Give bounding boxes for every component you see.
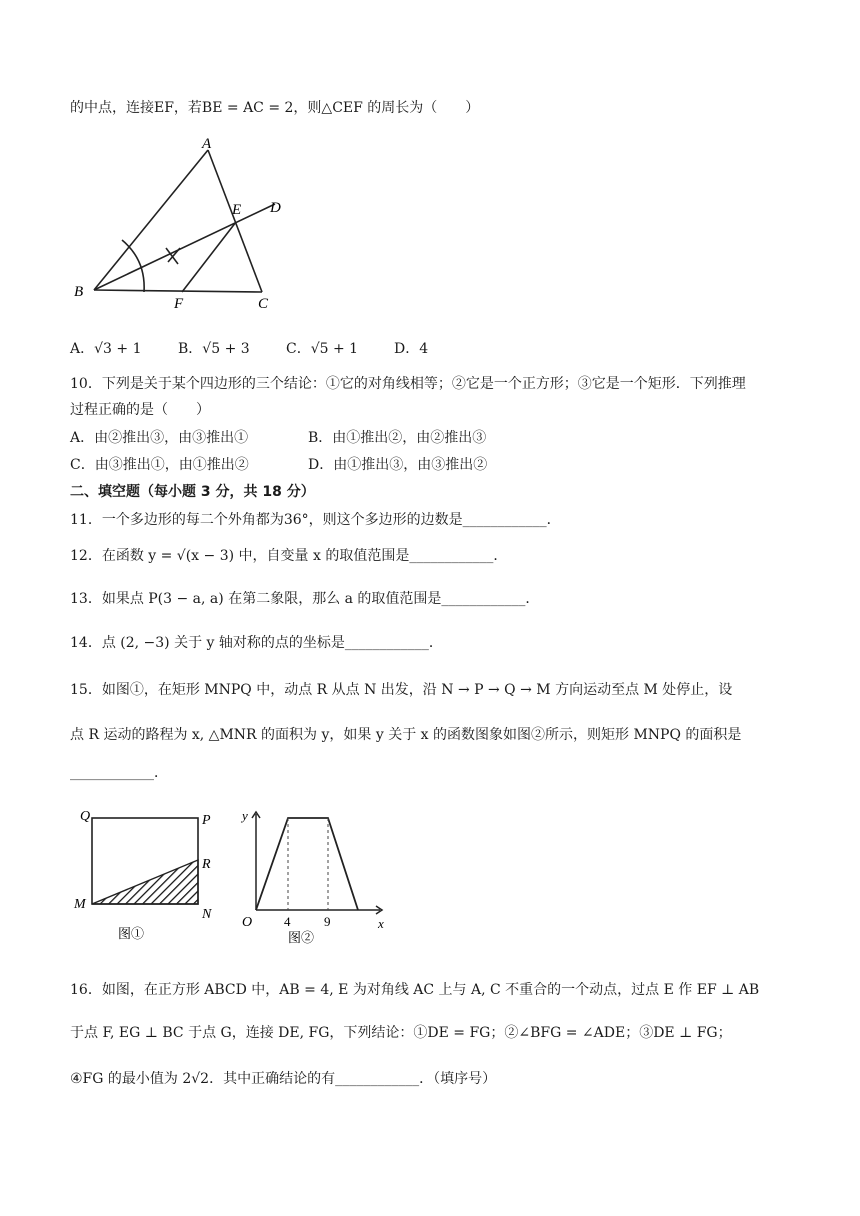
- segment-ef: [182, 222, 236, 292]
- segment-ab: [94, 150, 208, 290]
- segment-ac: [208, 150, 262, 292]
- q9-option-c: C．√5 + 1: [286, 341, 359, 357]
- q16-text-line3: ④FG 的最小值为 2√2．其中正确结论的有____________．（填序号）: [70, 1071, 497, 1087]
- segment-bc: [94, 290, 262, 292]
- label-r: R: [202, 857, 211, 872]
- q9-option-d: D．4: [394, 341, 429, 357]
- q10-option-b: B．由①推出②，由②推出③: [308, 430, 487, 446]
- q15-text-line2: 点 R 运动的路程为 x, △MNR 的面积为 y，如果 y 关于 x 的函数图象如图②所示，则矩形 MNPQ 的面积是: [70, 727, 742, 743]
- q9-stem-tail: 的中点，连接EF，若BE = AC = 2，则△CEF 的周长为（ ）: [70, 100, 480, 116]
- label-f: F: [174, 296, 184, 312]
- label-x: x: [378, 916, 384, 931]
- construction-arc: [122, 240, 144, 292]
- ray-bd: [94, 204, 275, 290]
- q10-option-a: A．由②推出③，由③推出①: [70, 430, 249, 446]
- q9-option-a: A．√3 + 1: [70, 341, 142, 357]
- tick-label-4: 4: [284, 914, 291, 929]
- q15-figure-rectangle: [70, 806, 220, 946]
- label-b: B: [74, 284, 84, 300]
- label-m: M: [74, 897, 86, 912]
- q15-text-line1: 15．如图①，在矩形 MNPQ 中，动点 R 从点 N 出发，沿 N → P → Q → M 方向运动至点 M 处停止，设: [70, 682, 733, 698]
- label-n: N: [202, 907, 212, 922]
- caption-figure-1: 图①: [118, 926, 145, 941]
- label-p: P: [202, 813, 211, 828]
- q16-text-line2: 于点 F, EG ⊥ BC 于点 G，连接 DE, FG，下列结论：①DE = FG；②∠BFG = ∠ADE；③DE ⊥ FG；: [70, 1025, 732, 1041]
- label-d: D: [270, 200, 281, 216]
- q11-text: 11．一个多边形的每二个外角都为36°，则这个多边形的边数是____________．: [70, 512, 561, 528]
- q16-text-line1: 16．如图，在正方形 ABCD 中，AB = 4, E 为对角线 AC 上与 A, C 不重合的一个动点，过点 E 作 EF ⊥ AB: [70, 982, 760, 998]
- label-a: A: [202, 136, 212, 152]
- q15-text-line3: ____________．: [70, 765, 168, 781]
- tick-label-9: 9: [324, 914, 331, 929]
- q9-option-b: B．√5 + 3: [178, 341, 250, 357]
- label-o: O: [242, 915, 253, 930]
- section-heading: 二、填空题（每小题 3 分，共 18 分）: [70, 484, 315, 500]
- q13-text: 13．如果点 P(3 − a, a) 在第二象限，那么 a 的取值范围是____________．: [70, 591, 540, 607]
- label-q: Q: [80, 809, 91, 824]
- label-c: C: [258, 296, 269, 312]
- q10-option-c: C．由③推出①，由①推出②: [70, 457, 249, 473]
- q10-stem-line2: 过程正确的是（ ）: [70, 402, 210, 418]
- function-graph: [256, 818, 358, 910]
- q15-figure-graph: [230, 806, 400, 946]
- label-e: E: [232, 202, 242, 218]
- label-y: y: [242, 808, 248, 823]
- caption-figure-2: 图②: [288, 930, 315, 945]
- q10-stem-line1: 10．下列是关于某个四边形的三个结论：①它的对角线相等；②它是一个正方形；③它是一个矩形．下列推理: [70, 376, 746, 392]
- q14-text: 14．点 (2, −3) 关于 y 轴对称的点的坐标是____________．: [70, 635, 443, 651]
- shaded-triangle-mnr: [92, 860, 198, 904]
- q10-option-d: D．由①推出③，由③推出②: [308, 457, 488, 473]
- q9-triangle-figure: [70, 132, 300, 312]
- q12-text: 12．在函数 y = √(x − 3) 中，自变量 x 的取值范围是____________．: [70, 548, 508, 564]
